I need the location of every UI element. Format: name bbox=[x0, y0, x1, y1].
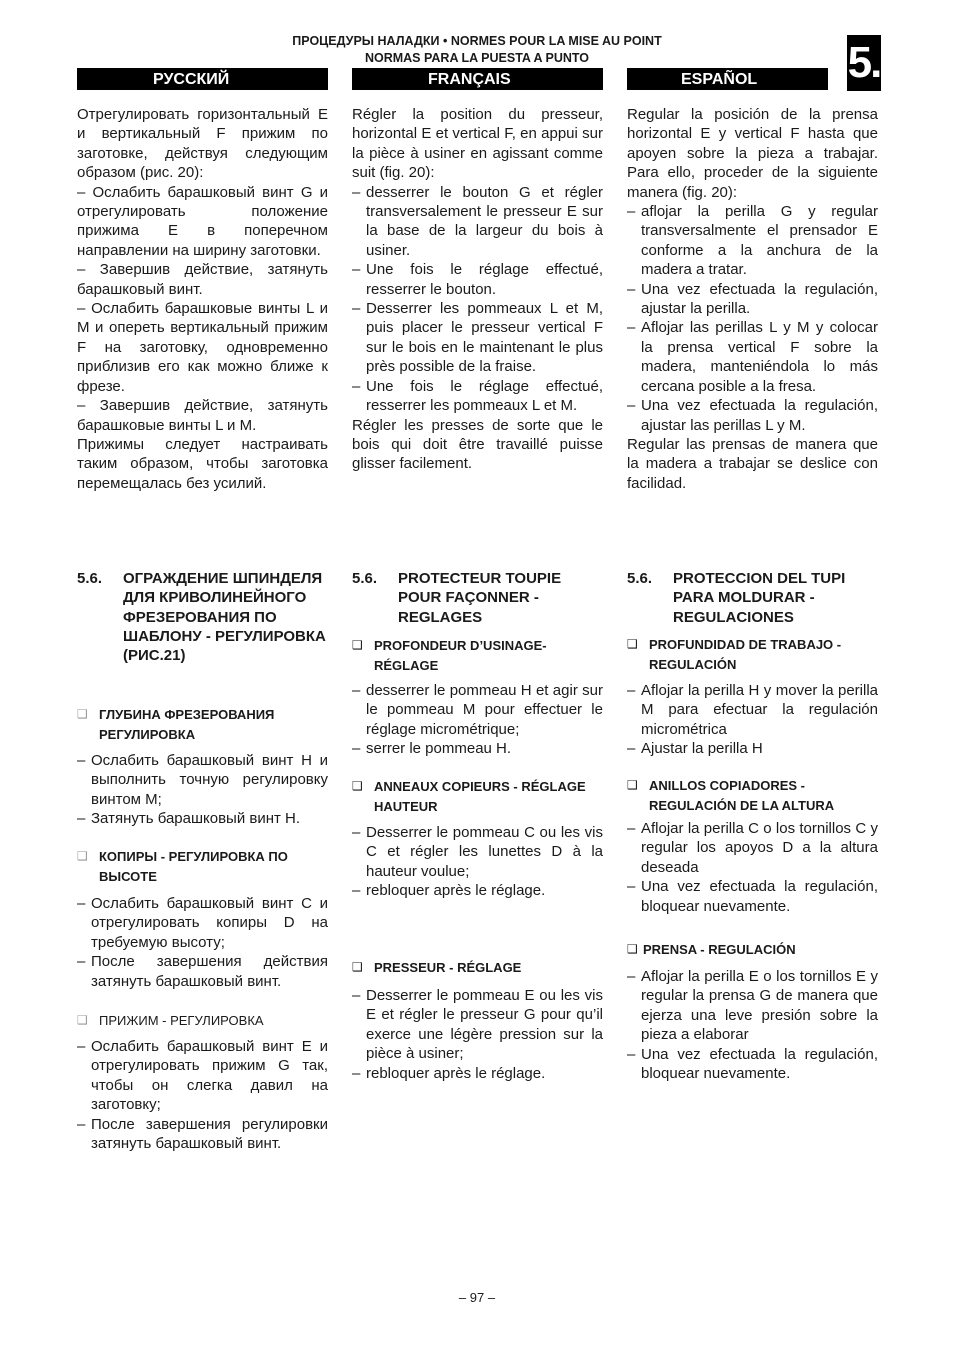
subsection-body bbox=[627, 967, 878, 1083]
subsection-body bbox=[352, 681, 603, 759]
checkbox-icon: ❑ bbox=[352, 638, 363, 652]
header-line-1: ПРОЦЕДУРЫ НАЛАДКИ • NORMES POUR LA MISE AU POINT bbox=[292, 34, 662, 48]
section-title-text: ОГРАЖДЕНИЕ ШПИНДЕЛЯ ДЛЯ КРИВОЛИНЕЙНОГО ФРЕЗЕРОВАНИЯ ПО ШАБЛОНУ - РЕГУЛИРОВКА (РИС.21) bbox=[123, 570, 326, 665]
checkbox-icon: ❑ bbox=[352, 779, 363, 793]
subsection-title: ❑ ANNEAUX COPIEURS - RÉGLAGE HAUTEUR bbox=[352, 777, 603, 816]
subsection-title: ❑ PRENSA - REGULACIÓN bbox=[627, 940, 878, 960]
list-item: – Aflojar la perilla H y mover la perilla M para efectuar la regulación micrométrica bbox=[627, 682, 878, 738]
section-number: 5.6. bbox=[352, 570, 378, 587]
subsection-title: ❑ PROFUNDIDAD DE TRABAJO - REGULACIÓN bbox=[627, 635, 878, 674]
list-item: – Una vez efectuada la regulación, bloquear nuevamente. bbox=[627, 878, 878, 915]
intro-item: – Ослабить барашковый винт G и отрегулировать положение прижима Е в поперечном направлении на ширину заготовки. bbox=[77, 183, 328, 259]
subsection-body bbox=[352, 986, 603, 1083]
list-item: – desserrer le bouton G et régler transversalement le presseur E sur la base de la largeur du bois à usiner. bbox=[352, 183, 603, 259]
subsection-body bbox=[352, 823, 603, 901]
intro-item: – Завершив действие, затянуть барашковые винты L и M. bbox=[77, 397, 328, 434]
subsection-title: ❑ КОПИРЫ - РЕГУЛИРОВКА ПО ВЫСОТЕ bbox=[77, 847, 328, 886]
list-item: – Una vez efectuada la regulación, ajustar las perillas L y M. bbox=[627, 397, 878, 434]
list-item: – Ослабить барашковый винт C и отрегулировать копиры D на требуемую высоту; bbox=[77, 895, 328, 951]
list-item: – Aflojar la perilla E o los tornillos E y regular la prensa G de manera que ejerza una leve presión sobre la pieza a elaborar bbox=[627, 968, 878, 1044]
subsection-body bbox=[627, 681, 878, 759]
lang-bar-french: FRANÇAIS bbox=[352, 68, 603, 90]
intro-paragraph: Régler les presses de sorte que le bois qui doit être travaillé puisse glisser facilement. bbox=[352, 416, 603, 473]
subsection-body bbox=[77, 894, 328, 991]
section-title-french bbox=[352, 569, 603, 627]
checkbox-icon: ❑ bbox=[77, 707, 88, 721]
list-item: – Aflojar la perilla C o los tornillos C y regular los apoyos D a la altura deseada bbox=[627, 820, 878, 876]
subsection-title: ❑ ГЛУБИНА ФРЕЗЕРОВАНИЯ РЕГУЛИРОВКА bbox=[77, 705, 328, 744]
subsection-body bbox=[77, 751, 328, 829]
section-number: 5.6. bbox=[77, 570, 103, 587]
intro-spanish bbox=[627, 105, 878, 493]
lang-bar-russian: РУССКИЙ bbox=[77, 68, 328, 90]
list-item: – Una vez efectuada la regulación, bloquear nuevamente. bbox=[627, 1045, 878, 1083]
intro-french bbox=[352, 105, 603, 474]
list-item: – Ajustar la perilla H bbox=[627, 740, 763, 758]
list-item: – rebloquer après le réglage. bbox=[352, 1064, 546, 1082]
section-title-russian bbox=[77, 569, 328, 665]
subsection-body bbox=[627, 819, 878, 916]
list-item: – Desserrer les pommeaux L et M, puis placer le presseur vertical F sur le bois en le maintenant le plus près possible de la fraise. bbox=[352, 300, 603, 376]
chapter-number: 5. bbox=[847, 35, 881, 91]
section-number: 5.6. bbox=[627, 570, 653, 587]
intro-paragraph: Прижимы следует настраивать таким образом, чтобы заготовка перемещалась без усилий. bbox=[77, 435, 328, 492]
list-item: – После завершения действия затянуть барашковый винт. bbox=[77, 953, 328, 990]
intro-paragraph: Regular la posición de la prensa horizontal E y vertical F hasta que apoyen sobre la pieza a trabajar. Para ello, proceder de la siguiente manera (fig. 20): bbox=[627, 106, 878, 201]
checkbox-icon: ❑ bbox=[77, 1013, 88, 1027]
list-item: – aflojar la perilla G y regular transversalmente el prensador E conforme a la anchura de la madera a tratar. bbox=[627, 203, 878, 279]
list-item: – Ослабить барашковый винт E и отрегулировать прижим G так, чтобы он слегка давил на заготовку; bbox=[77, 1038, 328, 1114]
header-line-2: NORMAS PARA LA PUESTA A PUNTO bbox=[364, 51, 590, 65]
list-item: – Una vez efectuada la regulación, ajustar la perilla. bbox=[627, 280, 878, 318]
section-title-text: PROTECCION DEL TUPI PARA MOLDURAR - REGULACIONES bbox=[673, 570, 846, 626]
list-item: – Ослабить барашковый винт H и выполнить точную регулировку винтом M; bbox=[77, 752, 328, 808]
subsection-title: ❑ ПРИЖИМ - РЕГУЛИРОВКА bbox=[77, 1011, 328, 1031]
list-item: – Une fois le réglage effectué, resserrer le bouton. bbox=[352, 261, 603, 298]
subsection-title: ❑ PRESSEUR - RÉGLAGE bbox=[352, 958, 603, 978]
list-item: – Desserrer le pommeau E ou les vis E et régler le presseur G pour qu’il exerce une légère pression sur la pièce à usiner; bbox=[352, 987, 603, 1063]
list-item: – Затянуть барашковый винт H. bbox=[77, 810, 301, 828]
section-title-text: PROTECTEUR TOUPIE POUR FAÇONNER - REGLAGES bbox=[398, 570, 562, 626]
checkbox-icon: ❑ bbox=[77, 849, 88, 863]
section-title-spanish bbox=[627, 569, 878, 627]
list-item: – serrer le pommeau H. bbox=[352, 740, 512, 758]
intro-item: – Ослабить барашковые винты L и M и опереть вертикальный прижим F на заготовку, одновременно приблизив его как можно ближе к фрезе. bbox=[77, 300, 328, 395]
list-item: – После завершения регулировки затянуть барашковый винт. bbox=[77, 1115, 328, 1153]
intro-paragraph: Régler la position du presseur, horizontal E et vertical F, en appui sur la pièce à usiner en agissant comme suit (fig. 20): bbox=[352, 106, 603, 182]
intro-russian bbox=[77, 105, 328, 493]
intro-item: – Завершив действие, затянуть барашковый винт. bbox=[77, 261, 328, 298]
intro-paragraph: Отрегулировать горизонтальный Е и вертикальный F прижим по заготовке, действуя следующим образом (рис. 20): bbox=[77, 106, 328, 182]
checkbox-icon: ❑ bbox=[352, 960, 363, 974]
intro-paragraph: Regular las prensas de manera que la madera a trabajar se deslice con facilidad. bbox=[627, 435, 878, 492]
list-item: – Aflojar las perillas L y M y colocar la prensa vertical F sobre la madera, manteniéndola lo más cercana posible a la fresa. bbox=[627, 319, 878, 395]
lang-bar-spanish: ESPAÑOL bbox=[627, 68, 828, 90]
subsection-body bbox=[77, 1037, 328, 1153]
list-item: – Desserrer le pommeau C ou les vis C et régler les lunettes D à la hauteur voulue; bbox=[352, 824, 603, 880]
list-item: – rebloquer après le réglage. bbox=[352, 882, 546, 900]
page-header bbox=[0, 33, 954, 67]
checkbox-icon: ❑ bbox=[627, 778, 638, 792]
checkbox-icon: ❑ bbox=[627, 942, 638, 956]
checkbox-icon: ❑ bbox=[627, 637, 638, 651]
list-item: – desserrer le pommeau H et agir sur le pommeau M pour effectuer le réglage micrométrique; bbox=[352, 682, 603, 738]
list-item: – Une fois le réglage effectué, resserrer les pommeaux L et M. bbox=[352, 377, 603, 415]
subsection-title: ❑ PROFONDEUR D’USINAGE-RÉGLAGE bbox=[352, 636, 603, 675]
subsection-title: ❑ ANILLOS COPIADORES - REGULACIÓN DE LA ALTURA bbox=[627, 776, 878, 815]
page-number: – 97 – bbox=[458, 1290, 496, 1305]
